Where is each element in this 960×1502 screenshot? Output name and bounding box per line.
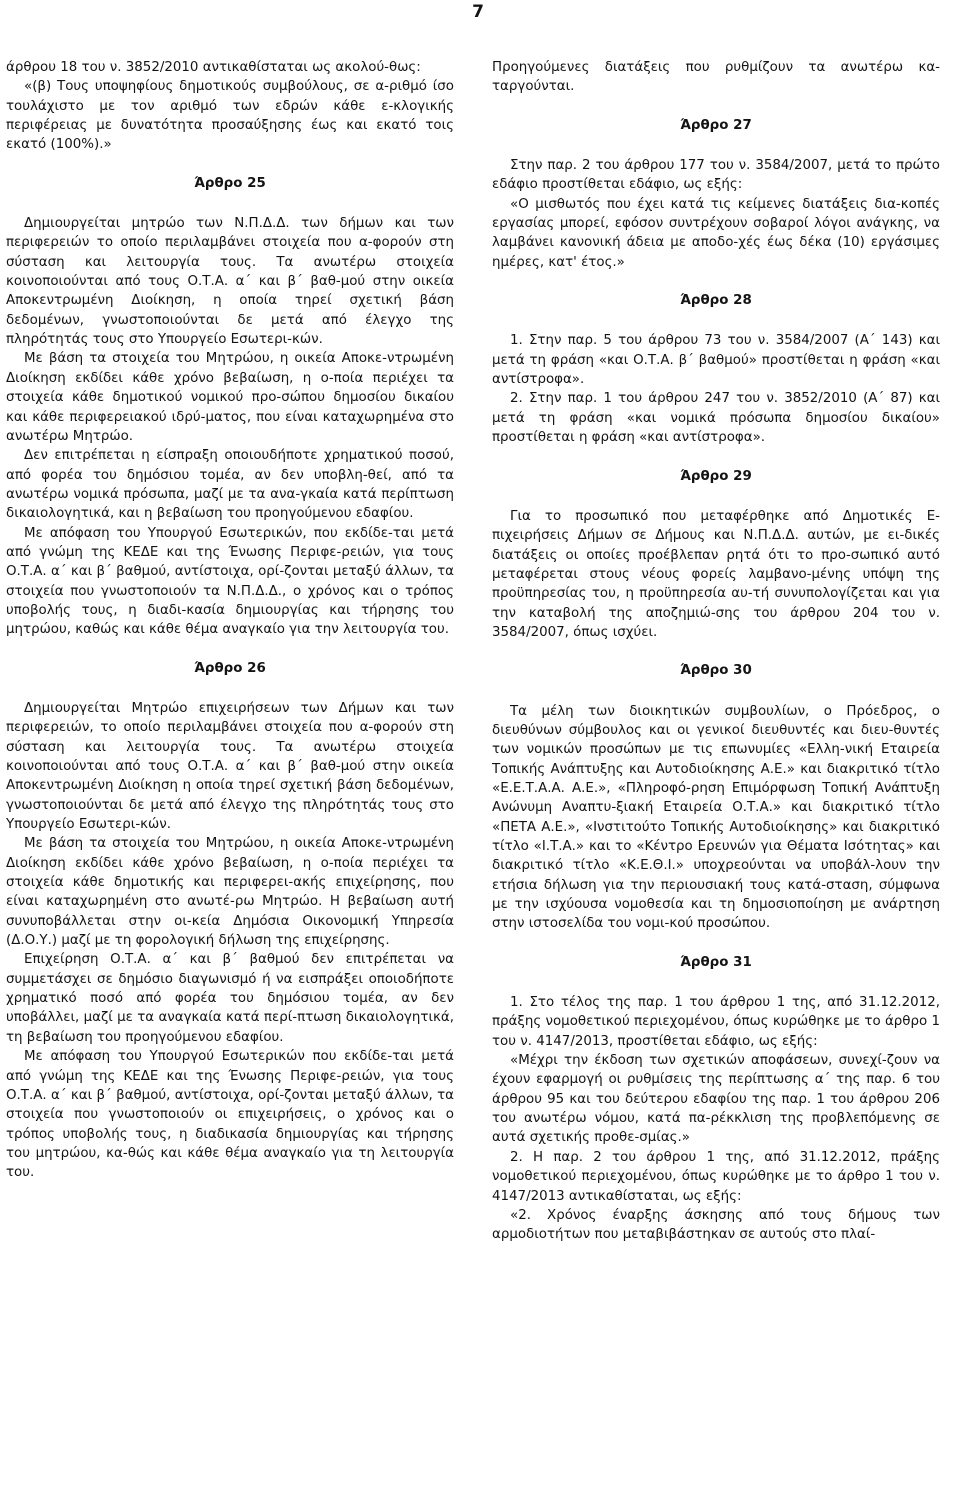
article-29-heading: Άρθρο 29 <box>680 468 752 484</box>
paragraph: Με βάση τα στοιχεία του Μητρώου, η οικεία Αποκε-ντρωμένη Διοίκηση εκδίδει κάθε χρόνο βεβαίωση, η ο-ποία περιέχει τα στοιχεία κάθε δημοτικού νομικού προ-σώπου δημοσίου δικαίου και κάθε περιφερειακού ιδρύ-ματος, που είναι καταχωρημένα στο ανωτέρω Μητρώο. <box>6 351 454 444</box>
paragraph: «2. Χρόνος έναρξης άσκησης από τους δήμους των αρμοδιοτήτων που μεταβιβάστηκαν σε αυτούς στο πλαί- <box>492 1207 940 1243</box>
paragraph: Με απόφαση του Υπουργού Εσωτερικών, που εκδίδε-ται μετά από γνώμη της ΚΕΔΕ και της Ένωσης Περιφε-ρειών, για τους Ο.Τ.Α. α΄ και β΄ βαθμού, αντίστοιχα, ορί-ζονται μεταξύ άλλων, τα στοιχεία που γνωστοποιούν τα Ν.Π.Δ.Δ., ο χρόνος και ο τρόπος υποβολής τους, η διαδι-κασία δημιουργίας και τήρησης του μητρώου, καθώς και κάθε θέμα αναγκαίο για την λειτουργία του. <box>6 525 454 638</box>
paragraph: Δεν επιτρέπεται η είσπραξη οποιουδήποτε χρηματικού ποσού, από φορέα του δημόσιου τομέα, αν δεν υποβλη-θεί, από τα ανωτέρω νομικά πρόσωπα, μαζί με τα ανα-γκαία κατά περίπτωση δικαιολογητικά, και η βεβαίωση του προηγούμενου εδαφίου. <box>6 448 454 522</box>
paragraph: «(β) Τους υποψηφίους δημοτικούς συμβούλους, σε α-ριθμό ίσο τουλάχιστο με τον αριθμό των εδρών κάθε ε-κλογικής περιφέρειας με δυνατότητα προσαύξησης έως και εκατό τοις εκατό (100%).» <box>6 79 454 153</box>
paragraph: «Μέχρι την έκδοση των σχετικών αποφάσεων, συνεχί-ζουν να έχουν εφαρμογή οι ρυθμίσεις της περίπτωσης α΄ της παρ. 6 του άρθρου 95 και του δεύτερου εδαφίου της παρ. 1 του άρθρου 206 του ανωτέρω νόμου, κατά πα-ρέκκλιση της προβλεπόμενης σε αυτά σχετικής προθε-σμίας.» <box>492 1053 940 1146</box>
article-25-heading: Άρθρο 25 <box>194 175 266 191</box>
paragraph: Δημιουργείται μητρώο των Ν.Π.Δ.Δ. των δήμων και των περιφερειών το οποίο περιλαμβάνει στοιχεία που α-φορούν στη σύσταση και λειτουργία τους. Τα ανωτέρω στοιχεία κοινοποιούνται από τους Ο.Τ.Α. α΄ και β΄ βαθ-μού στην οικεία Αποκεντρωμένη Διοίκηση, η οποία τηρεί σχετική βάση δεδομένων, γνωστοποιούνται δε μετά από έλεγχο της πληρότητάς τους στο Υπουργείο Εσωτερι-κών. <box>6 216 454 348</box>
paragraph: 1. Στην παρ. 5 του άρθρου 73 του ν. 3584/2007 (Α΄ 143) και μετά τη φράση «και Ο.Τ.Α. β΄ βαθμού» προστίθεται η φράση «και αντίστροφα». <box>492 333 940 388</box>
paragraph: Με απόφαση του Υπουργού Εσωτερικών που εκδίδε-ται μετά από γνώμη της ΚΕΔΕ και της Ένωσης Περιφε-ρειών, για τους Ο.Τ.Α. α΄ και β΄ βαθμού, αντίστοιχα, ορί-ζονται μεταξύ άλλων, τα στοιχεία που γνωστοποιούν οι επιχειρήσεις, ο χρόνος και ο τρόπος υποβολής τους, η διαδικασία δημιουργίας και τήρησης του μητρώου, κα-θώς και κάθε θέμα αναγκαίο για τη λειτουργία του. <box>6 1049 454 1181</box>
paragraph: Στην παρ. 2 του άρθρου 177 του ν. 3584/2007, μετά το πρώτο εδάφιο προστίθεται εδάφιο, ως εξής: <box>492 158 940 193</box>
article-30-heading: Άρθρο 30 <box>680 663 752 679</box>
article-26-heading: Άρθρο 26 <box>194 660 266 676</box>
article-27-heading: Άρθρο 27 <box>680 117 752 133</box>
article-28-heading: Άρθρο 28 <box>680 293 752 309</box>
paragraph: Προηγούμενες διατάξεις που ρυθμίζουν τα ανωτέρω κα-ταργούνται. <box>492 60 940 95</box>
paragraph: 2. Η παρ. 2 του άρθρου 1 της, από 31.12.2012, πράξης νομοθετικού περιεχομένου, όπως κυρώθηκε με το άρθρο 1 του ν. 4147/2013 αντικαθίσταται, ως εξής: <box>492 1149 940 1204</box>
paragraph: Τα μέλη των διοικητικών συμβουλίων, ο Πρόεδρος, ο διευθύνων σύμβουλος και οι γενικοί διευθυντές και διευ-θυντές των νομικών προσώπων με τις επωνυμίες «Ελλη-νική Εταιρεία Τοπικής Ανάπτυξης και Αυτοδιοίκησης Α.Ε.» και διακριτικό τίτλο «Ε.Ε.Τ.Α.Α. Α.Ε.», «Πληροφό-ρηση Επιμόρφωση Τοπική Ανάπτυξη Ανώνυμη Αναπτυ-ξιακή Εταιρεία Ο.Τ.Α.» και διακριτικό τίτλο «ΠΕΤΑ Α.Ε.», «Ινστιτούτο Τοπικής Αυτοδιοίκησης» και διακριτικό τίτλο «Ι.Τ.Α.» και το «Κέντρο Ερευνών για Θέματα Ισότητας» και διακριτικό τίτλο «Κ.Ε.Θ.Ι.» υποχρεούνται να υποβάλ-λουν την ετήσια δήλωση για την περιουσιακή τους κατά-σταση, σύμφωνα με την ισχύουσα νομοθεσία και τη δημοσιοποίηση με ανάρτηση στην ιστοσελίδα του νομι-κού προσώπου. <box>492 703 940 932</box>
left-column <box>6 58 454 1183</box>
paragraph: «Ο μισθωτός που έχει κατά τις κείμενες διατάξεις δια-κοπές εργασίας μπορεί, εφόσον συντρέχουν σοβαροί λόγοι ανάγκης, να λαμβάνει κανονική άδεια με αποδο-χές έως δέκα (10) εργάσιμες ημέρες, κατ' έτος.» <box>492 196 940 270</box>
page-number: 7 <box>472 2 484 22</box>
paragraph: Επιχείρηση Ο.Τ.Α. α΄ και β΄ βαθμού δεν επιτρέπεται να συμμετάσχει σε δημόσιο διαγωνισμό ή να εισπράξει οποιοδήποτε χρηματικό ποσό από φορέα του δημόσιου τομέα, αν δεν υποβάλλει, μαζί με τα αναγκαία κατά περί-πτωση δικαιολογητικά, τη βεβαίωση του προηγούμενου εδαφίου. <box>6 952 454 1045</box>
article-31-heading: Άρθρο 31 <box>680 954 752 970</box>
right-column <box>492 58 940 1245</box>
paragraph: Δημιουργείται Μητρώο επιχειρήσεων των Δήμων και των περιφερειών, το οποίο περιλαμβάνει στοιχεία που α-φορούν στη σύσταση και λειτουργία τους. Τα ανωτέρω στοιχεία κοινοποιούνται από τους Ο.Τ.Α. α΄ και β΄ βαθ-μού στην οικεία Αποκεντρωμένη Διοίκηση η οποία τηρεί σχετική βάση δεδομένων, γνωστοποιούνται δε μετά από έλεγχο της πληρότητάς τους στο Υπουργείο Εσωτερι-κών. <box>6 700 454 833</box>
paragraph: άρθρου 18 του ν. 3852/2010 αντικαθίσταται ως ακολού-θως: <box>6 60 421 75</box>
paragraph: 1. Στο τέλος της παρ. 1 του άρθρου 1 της, από 31.12.2012, πράξης νομοθετικού περιεχομένου, όπως κυρώθηκε με το άρθρο 1 του ν. 4147/2013, προστίθεται εδάφιο, ως εξής: <box>492 995 940 1049</box>
paragraph: Με βάση τα στοιχεία του Μητρώου, η οικεία Αποκε-ντρωμένη Διοίκηση εκδίδει κάθε χρόνο βεβαίωση, η ο-ποία περιέχει τα στοιχεία κάθε δημοτικής και περιφερει-ακής επιχείρησης, που είναι καταχωρημένη στο ανωτέ-ρω Μητρώο. Η βεβαίωση αυτή συνυποβάλλεται στην οι-κεία Δημόσια Οικονομική Υπηρεσία (Δ.Ο.Υ.) μαζί με τη φορολογική δήλωση της επιχείρησης. <box>6 836 454 949</box>
paragraph: 2. Στην παρ. 1 του άρθρου 247 του ν. 3852/2010 (Α΄ 87) και μετά τη φράση «και νομικά πρόσωπα δημοσίου δικαίου» προστίθεται η φράση «και αντίστροφα». <box>492 391 940 446</box>
paragraph: Για το προσωπικό που μεταφέρθηκε από Δημοτικές Ε-πιχειρήσεις Δήμων σε Δήμους και Ν.Π.Δ.Δ. αυτών, με ει-δικές διατάξεις οι οποίες προέβλεπαν ρητά ότι το προ-σωπικό αυτό μεταφέρεται στους νέους φορείς λαμβανο-μένης υπόψη της προϋπηρεσίας του, η προϋπηρεσία αυ-τή συνυπολογίζεται και για την καταβολή της αποζημιώ-σης του άρθρου 204 του ν. 3584/2007, όπως ισχύει. <box>492 508 940 640</box>
